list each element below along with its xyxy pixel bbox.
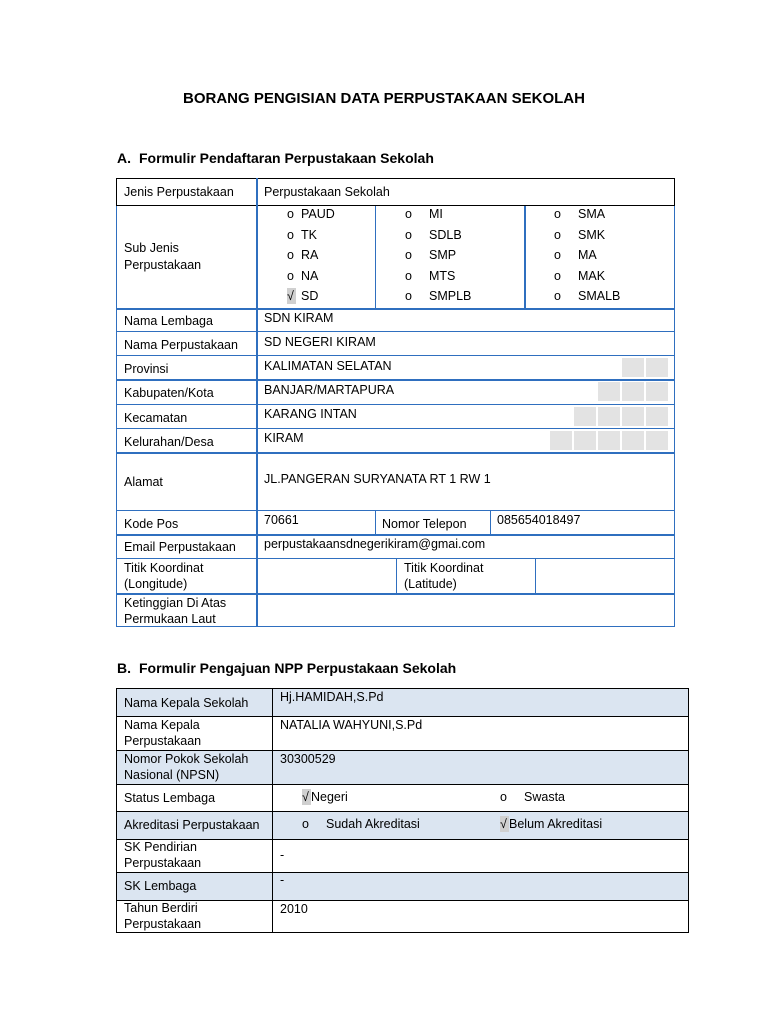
radio-mark-icon: o xyxy=(405,289,412,303)
divider xyxy=(116,452,675,454)
option-sd[interactable] xyxy=(287,288,318,304)
tahun-label: Perpustakaan xyxy=(124,917,202,931)
option-label: Belum Akreditasi xyxy=(509,817,603,831)
provinsi-label: Provinsi xyxy=(124,362,169,376)
option-sma[interactable] xyxy=(554,206,605,222)
option-label: MA xyxy=(578,248,597,262)
latitude-input[interactable] xyxy=(537,560,674,592)
kepala-perpus-label: Perpustakaan xyxy=(124,734,202,748)
divider xyxy=(490,510,491,534)
nama-lembaga-label: Nama Lembaga xyxy=(124,314,213,328)
option-label: SMA xyxy=(578,207,606,221)
option-mts[interactable] xyxy=(405,268,455,284)
radio-mark-icon: o xyxy=(287,248,294,262)
option-label: PAUD xyxy=(301,207,335,221)
jenis-value: Perpustakaan Sekolah xyxy=(264,185,390,199)
sub-jenis-label: Perpustakaan xyxy=(124,258,202,272)
divider xyxy=(116,811,689,812)
kabupaten-label: Kabupaten/Kota xyxy=(124,386,214,400)
longitude-label: (Longitude) xyxy=(124,577,188,591)
option-label: MI xyxy=(429,207,443,221)
alamat-label: Alamat xyxy=(124,475,163,489)
check-mark-icon: √ xyxy=(302,789,311,805)
kepala-perpus-value[interactable]: NATALIA WAHYUNI,S.Pd xyxy=(280,718,423,732)
divider xyxy=(116,404,675,405)
radio-mark-icon: o xyxy=(554,207,561,221)
divider xyxy=(375,510,376,534)
radio-mark-icon: o xyxy=(405,207,412,221)
section-b-heading xyxy=(117,660,456,676)
longitude-input[interactable] xyxy=(258,560,395,592)
kelurahan-label: Kelurahan/Desa xyxy=(124,435,214,449)
kepala-sekolah-value[interactable]: Hj.HAMIDAH,S.Pd xyxy=(280,690,384,704)
kode-pos-label: Kode Pos xyxy=(124,517,179,531)
telepon-label: Nomor Telepon xyxy=(382,517,467,531)
sk-pendirian-label: SK Pendirian xyxy=(124,840,197,854)
alamat-value[interactable]: JL.PANGERAN SURYANATA RT 1 RW 1 xyxy=(264,472,491,486)
check-mark-icon: √ xyxy=(287,288,296,304)
option-label: SMK xyxy=(578,228,606,242)
divider xyxy=(116,355,675,356)
radio-mark-icon: o xyxy=(287,207,294,221)
option-tk[interactable] xyxy=(287,227,317,243)
provinsi-value[interactable]: KALIMATAN SELATAN xyxy=(264,359,392,373)
divider xyxy=(116,784,689,785)
kabupaten-value[interactable]: BANJAR/MARTAPURA xyxy=(264,383,395,397)
kelurahan-value[interactable]: KIRAM xyxy=(264,431,304,445)
radio-mark-icon: o xyxy=(554,248,561,262)
npsn-label: Nasional (NPSN) xyxy=(124,768,220,782)
section-a-heading xyxy=(117,150,434,166)
option-smplb[interactable] xyxy=(405,288,471,304)
option-label: TK xyxy=(301,228,317,242)
radio-mark-icon: o xyxy=(287,228,294,242)
option-ra[interactable] xyxy=(287,247,318,263)
latitude-label: Titik Koordinat xyxy=(404,561,484,575)
divider xyxy=(116,331,675,332)
latitude-label: (Latitude) xyxy=(404,577,457,591)
divider xyxy=(116,428,675,429)
nama-perpustakaan-value[interactable]: SD NEGERI KIRAM xyxy=(264,335,376,349)
sk-pendirian-value[interactable]: - xyxy=(280,848,285,862)
option-sdlb[interactable] xyxy=(405,227,462,243)
divider xyxy=(116,872,689,873)
section-a-letter: A. xyxy=(117,150,131,166)
option-label: SD xyxy=(301,289,319,303)
sk-pendirian-label: Perpustakaan xyxy=(124,856,202,870)
option-mak[interactable] xyxy=(554,268,605,284)
telepon-value[interactable]: 085654018497 xyxy=(497,513,581,527)
option-label: RA xyxy=(301,248,319,262)
kepala-perpus-label: Nama Kepala xyxy=(124,718,200,732)
divider xyxy=(116,510,675,511)
akreditasi-option-sudah[interactable] xyxy=(302,816,420,832)
divider xyxy=(524,206,526,308)
sub-jenis-label: Sub Jenis xyxy=(124,241,179,255)
email-value[interactable]: perpustakaansdnegerikiram@gmai.com xyxy=(264,537,486,551)
option-ma[interactable] xyxy=(554,247,597,263)
option-paud[interactable] xyxy=(287,206,335,222)
akreditasi-option-belum[interactable] xyxy=(500,816,602,832)
divider xyxy=(116,839,689,840)
tahun-label: Tahun Berdiri xyxy=(124,901,198,915)
kecamatan-label: Kecamatan xyxy=(124,411,188,425)
option-label: MTS xyxy=(429,269,456,283)
option-label: NA xyxy=(301,269,319,283)
radio-mark-icon: o xyxy=(302,817,309,831)
sk-lembaga-label: SK Lembaga xyxy=(124,879,197,893)
radio-mark-icon: o xyxy=(500,790,507,804)
page-title: BORANG PENGISIAN DATA PERPUSTAKAAN SEKOLAH xyxy=(183,90,585,107)
option-label: SMALB xyxy=(578,289,621,303)
option-smp[interactable] xyxy=(405,247,456,263)
tahun-value[interactable]: 2010 xyxy=(280,902,308,916)
radio-mark-icon: o xyxy=(405,269,412,283)
ketinggian-label: Permukaan Laut xyxy=(124,612,216,626)
divider xyxy=(116,379,675,381)
radio-mark-icon: o xyxy=(405,248,412,262)
npsn-label: Nomor Pokok Sekolah xyxy=(124,752,249,766)
option-na[interactable] xyxy=(287,268,318,284)
option-label: Swasta xyxy=(524,790,565,804)
option-smalb[interactable] xyxy=(554,288,620,304)
option-label: SMP xyxy=(429,248,457,262)
radio-mark-icon: o xyxy=(287,269,294,283)
kecamatan-value[interactable]: KARANG INTAN xyxy=(264,407,357,421)
divider xyxy=(535,558,536,593)
divider xyxy=(116,308,675,310)
option-smk[interactable] xyxy=(554,227,605,243)
status-option-swasta[interactable] xyxy=(500,789,565,805)
divider xyxy=(396,558,397,593)
option-mi[interactable] xyxy=(405,206,443,222)
akreditasi-label: Akreditasi Perpustakaan xyxy=(124,818,260,832)
option-label: MAK xyxy=(578,269,606,283)
longitude-label: Titik Koordinat xyxy=(124,561,204,575)
nama-lembaga-value[interactable]: SDN KIRAM xyxy=(264,311,334,325)
ketinggian-input[interactable] xyxy=(258,595,674,626)
section-a-title: Formulir Pendaftaran Perpustakaan Sekolah xyxy=(139,150,434,166)
sk-lembaga-value[interactable]: - xyxy=(280,873,285,887)
radio-mark-icon: o xyxy=(554,228,561,242)
radio-mark-icon: o xyxy=(554,269,561,283)
ketinggian-label: Ketinggian Di Atas xyxy=(124,596,227,610)
kode-pos-value[interactable]: 70661 xyxy=(264,513,299,527)
check-mark-icon: √ xyxy=(500,816,509,832)
divider xyxy=(375,206,376,308)
option-label: Sudah Akreditasi xyxy=(326,817,420,831)
option-label: Negeri xyxy=(311,790,348,804)
radio-mark-icon: o xyxy=(405,228,412,242)
section-b-letter: B. xyxy=(117,660,131,676)
kepala-sekolah-label: Nama Kepala Sekolah xyxy=(124,696,249,710)
section-b-title: Formulir Pengajuan NPP Perpustakaan Sekolah xyxy=(139,660,457,676)
status-option-negeri[interactable] xyxy=(302,789,348,805)
jenis-label: Jenis Perpustakaan xyxy=(124,185,234,199)
status-label: Status Lembaga xyxy=(124,791,216,805)
email-label: Email Perpustakaan xyxy=(124,540,236,554)
option-label: SDLB xyxy=(429,228,462,242)
nama-perpustakaan-label: Nama Perpustakaan xyxy=(124,338,238,352)
option-label: SMPLB xyxy=(429,289,472,303)
divider xyxy=(116,900,689,901)
npsn-value[interactable]: 30300529 xyxy=(280,752,336,766)
radio-mark-icon: o xyxy=(554,289,561,303)
